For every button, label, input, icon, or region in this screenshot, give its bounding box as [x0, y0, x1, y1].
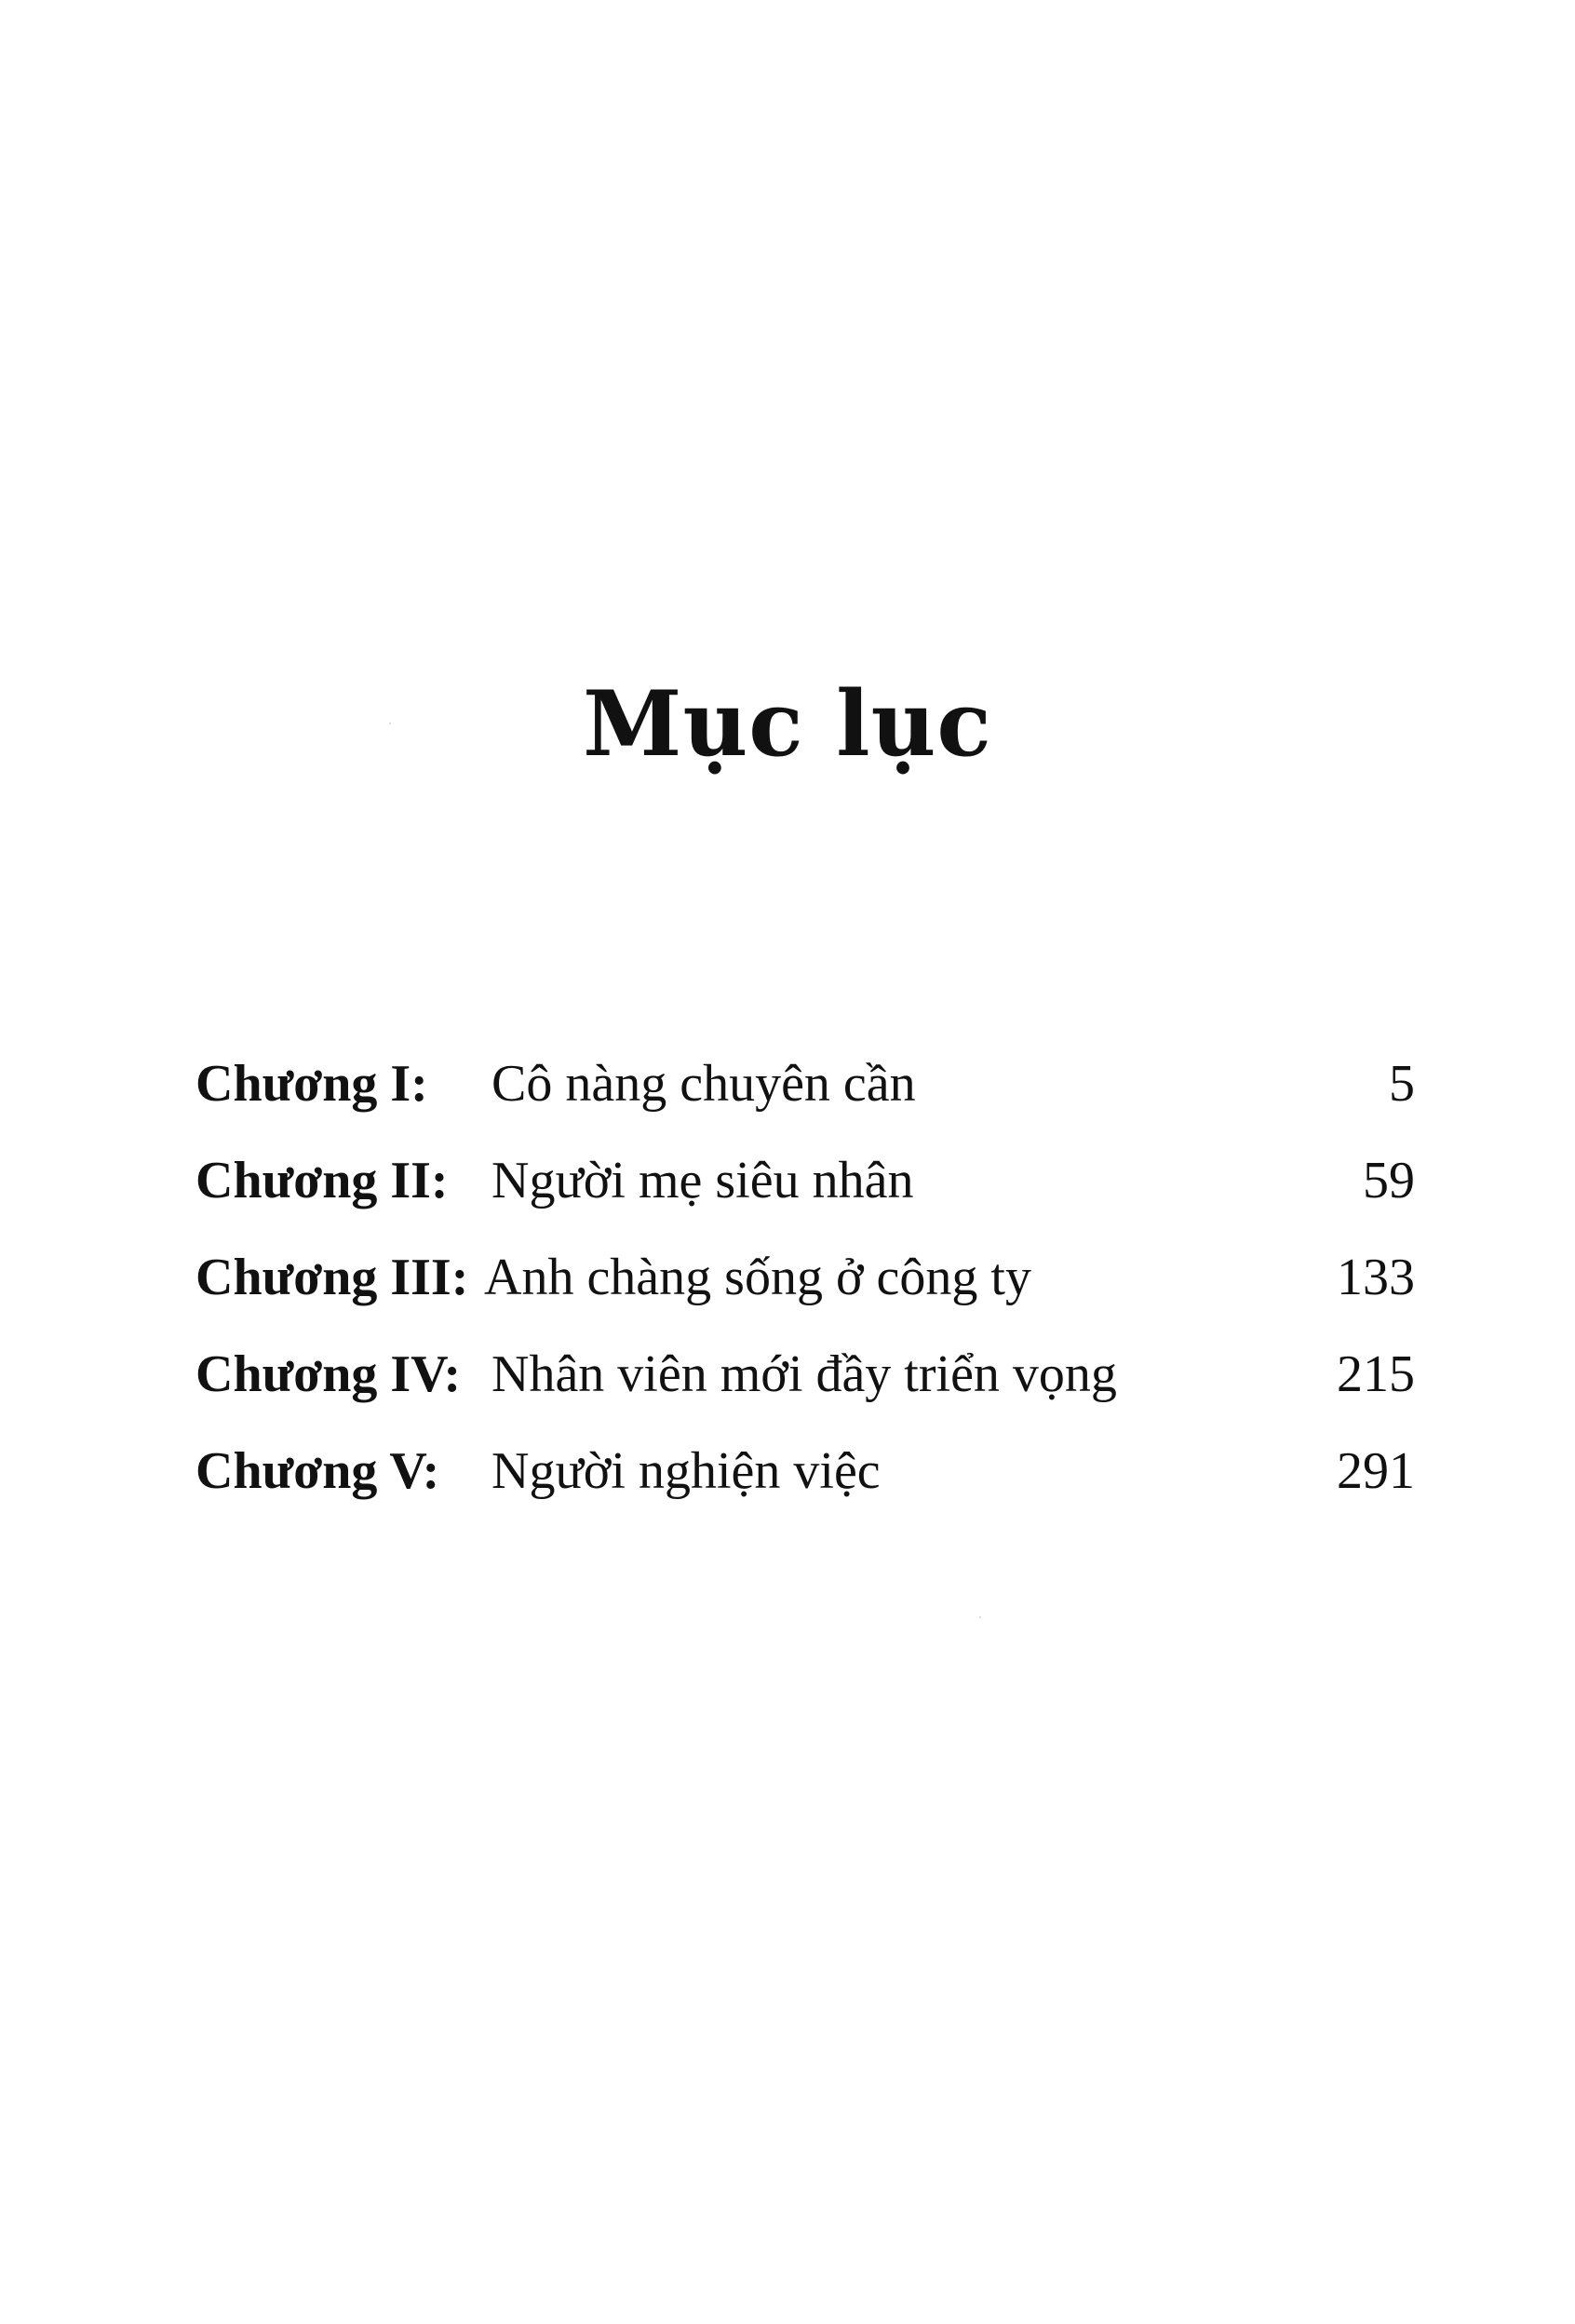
- paper-speck: [389, 723, 391, 724]
- chapter-label: Chương V:: [195, 1442, 440, 1500]
- page-number: 291: [1337, 1442, 1415, 1500]
- chapter-title: Anh chàng sống ở công ty: [484, 1249, 1031, 1306]
- page-title: Mục lục: [583, 671, 992, 777]
- chapter-label: Chương IV:: [195, 1345, 462, 1403]
- chapter-title: Cô nàng chuyên cần: [491, 1055, 916, 1113]
- chapter-title: Người nghiện việc: [491, 1442, 881, 1500]
- toc-list: [195, 1035, 1415, 1520]
- page-number: 5: [1389, 1055, 1415, 1113]
- chapter-label: Chương III:: [195, 1249, 469, 1306]
- toc-row-chapter-5: [195, 1423, 1415, 1520]
- paper-speck: [979, 1616, 981, 1618]
- chapter-title: Người mẹ siêu nhân: [491, 1152, 914, 1209]
- chapter-label: Chương II:: [195, 1152, 449, 1209]
- page-number: 215: [1337, 1345, 1415, 1403]
- page-number: 133: [1337, 1249, 1415, 1306]
- chapter-label: Chương I:: [195, 1055, 428, 1113]
- toc-row-chapter-1: [195, 1035, 1415, 1132]
- toc-row-chapter-4: [195, 1326, 1415, 1423]
- toc-row-chapter-2: [195, 1132, 1415, 1229]
- chapter-title: Nhân viên mới đầy triển vọng: [491, 1345, 1117, 1403]
- toc-row-chapter-3: [195, 1229, 1415, 1326]
- page-number: 59: [1363, 1152, 1415, 1209]
